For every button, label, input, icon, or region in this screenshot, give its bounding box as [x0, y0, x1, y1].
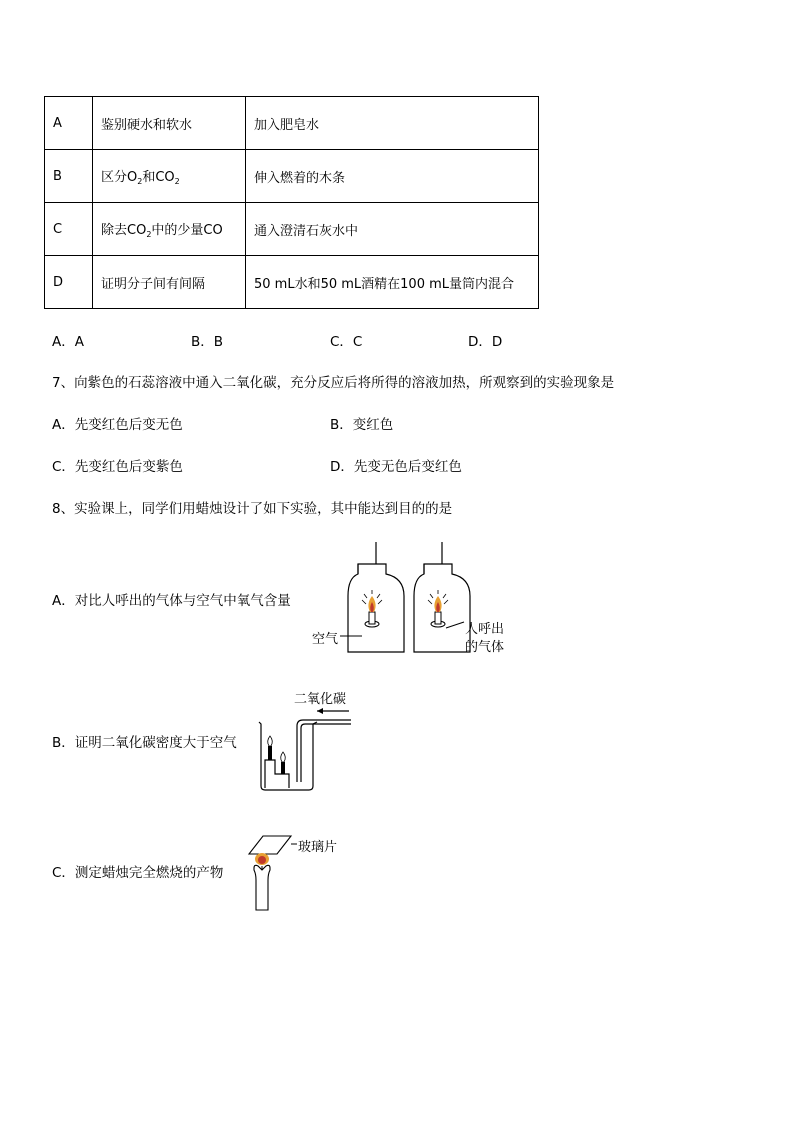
row-letter: C — [45, 203, 93, 256]
label-air: 空气 — [312, 632, 339, 647]
q7-choice-d[interactable]: D．先变无色后变红色 — [330, 459, 462, 475]
q7-choice-b[interactable]: B．变红色 — [330, 417, 394, 433]
table-row — [45, 150, 539, 203]
row-purpose: 除去$CO_2$中的少量CO — [93, 203, 246, 256]
table-row — [45, 203, 539, 256]
q8-choice-c[interactable]: C．测定蜡烛完全燃烧的产物 — [52, 865, 224, 881]
row-letter: D — [45, 256, 93, 309]
q7-stem: 7、向紫色的石蕊溶液中通入二氧化碳，充分反应后将所得的溶液加热，所观察到的实验现象是 — [52, 375, 615, 391]
row-purpose: 证明分子间有间隔 — [93, 256, 246, 309]
q8-choice-b[interactable]: B．证明二氧化碳密度大于空气 — [52, 735, 237, 751]
candle-right — [428, 590, 448, 627]
q6-choice-c[interactable]: C．C — [330, 334, 363, 350]
q7-choice-c[interactable]: C．先变红色后变紫色 — [52, 459, 183, 475]
label-glass: 玻璃片 — [298, 840, 338, 855]
arrow-icon — [317, 708, 349, 714]
q6-choice-a[interactable]: A．A — [52, 334, 84, 350]
table-row — [45, 97, 539, 150]
row-purpose: 鉴别硬水和软水 — [93, 97, 246, 150]
row-purpose: 区分$O_2$和$CO_2$ — [93, 150, 246, 203]
row-letter: A — [45, 97, 93, 150]
row-method: 伸入燃着的木条 — [246, 150, 539, 203]
row-method: 50 mL水和50 mL酒精在100 mL量筒内混合 — [246, 256, 539, 309]
q6-choice-d[interactable]: D．D — [468, 334, 503, 350]
q6-choice-b[interactable]: B．B — [191, 334, 224, 350]
label-breath-2: 的气体 — [465, 640, 505, 655]
figure-beaker — [255, 700, 375, 800]
q8-stem: 8、实验课上，同学们用蜡烛设计了如下实验，其中能达到目的的是 — [52, 501, 453, 517]
q8-choice-a[interactable]: A．对比人呼出的气体与空气中氧气含量 — [52, 593, 291, 609]
jar-breath — [414, 542, 470, 652]
row-letter: B — [45, 150, 93, 203]
options-table — [44, 96, 539, 309]
row-method: 通入澄清石灰水中 — [246, 203, 539, 256]
table-row — [45, 256, 539, 309]
q7-choice-a[interactable]: A．先变红色后变无色 — [52, 417, 183, 433]
label-co2: 二氧化碳 — [294, 692, 347, 707]
label-breath-1: 人呼出 — [465, 622, 505, 637]
candle-left — [362, 590, 382, 627]
row-method: 加入肥皂水 — [246, 97, 539, 150]
